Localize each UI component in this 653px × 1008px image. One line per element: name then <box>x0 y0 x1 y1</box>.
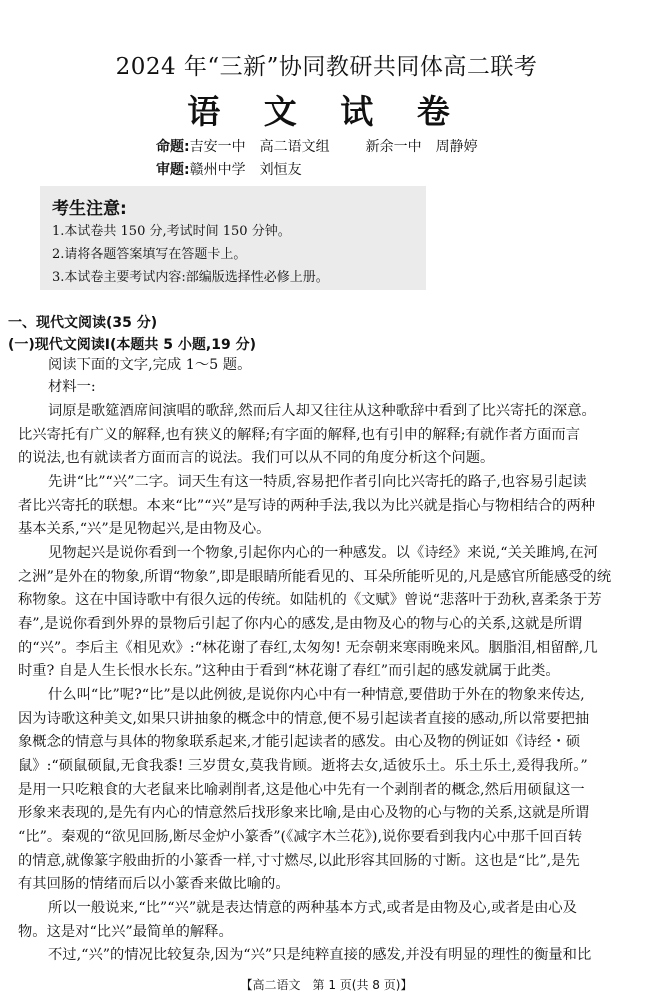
body-line: 春”,是说你看到外界的景物后引起了你内心的感发,是由物及心的物与心的关系,这就是所谓 <box>18 616 583 632</box>
notice-item: 1.本试卷共 150 分,考试时间 150 分钟。 <box>52 224 291 239</box>
body-line: 所以一般说来,“比”“兴”就是表达情意的两种基本方式,或者是由物及心,或者是由心及 <box>48 900 577 916</box>
body-line: 是用一只吃粮食的大老鼠来比喻剥削者,这是他心中先有一个剥削者的概念,然后用硕鼠这一 <box>18 782 585 798</box>
reviewer: 赣州中学 刘恒友 <box>189 162 302 178</box>
notice-item: 3.本试卷主要考试内容:部编版选择性必修上册。 <box>52 270 329 285</box>
body-line: 者比兴寄托的联想。本来“比”“兴”是写诗的两种手法,我以为比兴就是指心与物相结合的两种 <box>18 498 596 514</box>
subject-title: 语 文 试 卷 <box>187 92 466 131</box>
body-line: 词原是歌筵酒席间演唱的歌辞,然而后人却又往往从这种歌辞中看到了比兴寄托的深意。 <box>48 403 596 419</box>
body-line: 的情意,就像篆字般曲折的小篆香一样,寸寸燃尽,以此形容其回肠的寸断。这也是“比”,是先 <box>18 853 580 869</box>
proposer-label: 命题: <box>156 139 190 155</box>
body-line: 物。这是对“比兴”最简单的解释。 <box>18 924 233 940</box>
exam-title: 2024 年“三新”协同教研共同体高二联考 <box>115 54 538 80</box>
body-line: 之洲”是外在的物象,所谓“物象”,即是眼睛所能看见的、耳朵所能听见的,凡是感官所能感受的统 <box>18 569 612 585</box>
proposer-line <box>156 136 478 156</box>
body-line: 的“兴”。李后主《相见欢》:“林花谢了春红,太匆匆! 无奈朝来寒雨晚来风。胭脂泪,相留醉,几 <box>18 640 598 656</box>
body-line: 形象来表现的,是先有内心的情意然后找形象来比喻,是由心及物的心与物的关系,这就是所谓 <box>18 805 590 821</box>
body-line: “比”。秦观的“欲见回肠,断尽金炉小篆香”(《减字木兰花》),说你要看到我内心中那千回百转 <box>18 829 583 845</box>
instruction: 阅读下面的文字,完成 1～5 题。 <box>48 357 252 373</box>
proposer-2: 新余一中 周静婷 <box>365 139 478 155</box>
body-line: 见物起兴是说你看到一个物象,引起你内心的一种感发。以《诗经》来说,“关关雎鸠,在河 <box>48 545 598 561</box>
proposer-1: 吉安一中 高二语文组 <box>189 139 330 155</box>
body-line: 有其回肠的情绪而后以小篆香来做比喻的。 <box>18 876 290 892</box>
notice-box <box>40 186 426 290</box>
notice-title: 考生注意: <box>52 199 127 219</box>
notice-item: 2.请将各题答案填写在答题卡上。 <box>52 247 247 262</box>
body-line: 不过,“兴”的情况比较复杂,因为“兴”只是纯粹直接的感发,并没有明显的理性的衡量和比 <box>48 947 592 963</box>
section-heading: 一、现代文阅读(35 分) <box>8 315 158 331</box>
body-line: 什么叫“比”呢?“比”是以此例彼,是说你内心中有一种情意,要借助于外在的物象来传达, <box>48 687 585 703</box>
reviewer-label: 审题: <box>156 162 190 178</box>
page-footer: 【高二语文 第 1 页(共 8 页)】 <box>240 978 413 992</box>
body-line: 时重? 自是人生长恨水长东。”这种由于看到“林花谢了春红”而引起的感发就属于此类。 <box>18 663 560 679</box>
body-line: 的说法,也有就读者方面而言的说法。我们可以从不同的角度分析这个问题。 <box>18 450 495 466</box>
body-line: 因为诗歌这种美文,如果只讲抽象的概念中的情意,便不易引起读者直接的感动,所以常要把抽 <box>18 711 590 727</box>
material-label: 材料一: <box>48 379 96 395</box>
body-line: 基本关系,“兴”是见物起兴,是由物及心。 <box>18 521 271 537</box>
reviewer-line <box>156 159 302 179</box>
section-subheading: (一)现代文阅读Ⅰ(本题共 5 小题,19 分) <box>8 337 256 353</box>
body-line: 象概念的情意与具体的物象联系起来,才能引起读者的感发。由心及物的例证如《诗经・硕 <box>18 734 581 750</box>
body-line: 先讲“比”“兴”二字。词天生有这一特质,容易把作者引向比兴寄托的路子,也容易引起读 <box>48 474 587 490</box>
body-line: 比兴寄托有广义的解释,也有狭义的解释;有字面的解释,也有引申的解释;有就作者方面而言 <box>18 427 580 443</box>
body-line: 称物象。这在中国诗歌中有很久远的传统。如陆机的《文赋》曾说“悲落叶于劲秋,喜柔条于芳 <box>18 592 602 608</box>
body-line: 鼠》:“硕鼠硕鼠,无食我黍! 三岁贯女,莫我肯顾。逝将去女,适彼乐土。乐土乐土,爰得我所。” <box>18 758 588 774</box>
